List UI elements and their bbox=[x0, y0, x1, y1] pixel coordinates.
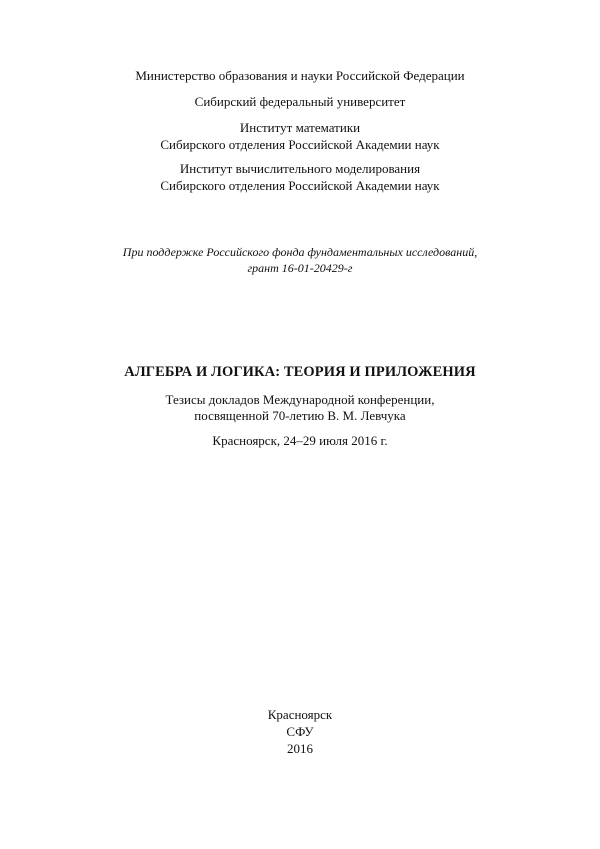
conference-place-date: Красноярск, 24–29 июля 2016 г. bbox=[212, 433, 388, 448]
institute-math-name: Институт математики bbox=[239, 120, 361, 135]
imprint-city: Красноярск bbox=[267, 707, 333, 722]
imprint-year: 2016 bbox=[287, 741, 313, 756]
ministry-name: Министерство образования и науки Российской Федерации bbox=[135, 68, 465, 83]
support-note-grant: грант 16-01-20429-г bbox=[247, 261, 353, 275]
institute-comp-name: Институт вычислительного моделирования bbox=[179, 161, 421, 176]
subtitle-line2: посвященной 70-летию В. М. Левчука bbox=[194, 408, 406, 423]
imprint-publisher: СФУ bbox=[286, 724, 314, 739]
book-title: АЛГЕБРА И ЛОГИКА: ТЕОРИЯ И ПРИЛОЖЕНИЯ bbox=[124, 364, 476, 380]
subtitle-line1: Тезисы докладов Международной конференции, bbox=[165, 392, 435, 407]
institute-math-affiliation: Сибирского отделения Российской Академии наук bbox=[160, 137, 440, 152]
university-name: Сибирский федеральный университет bbox=[194, 94, 406, 109]
support-note-line1: При поддержке Российского фонда фундаментальных исследований, bbox=[122, 245, 478, 259]
institute-comp-affiliation: Сибирского отделения Российской Академии наук bbox=[160, 178, 440, 193]
